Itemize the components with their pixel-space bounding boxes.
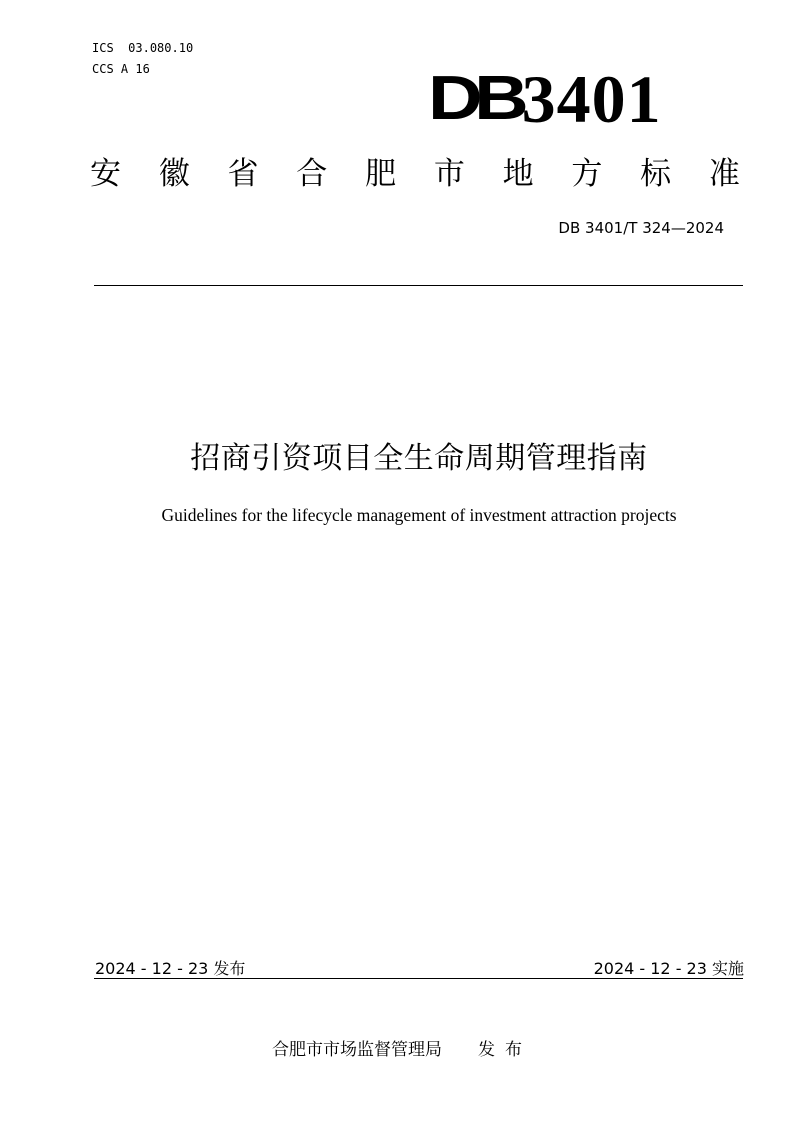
heading-char: 地: [502, 156, 534, 192]
ics-row: [92, 38, 193, 59]
publisher-org: 合肥市市场监督管理局: [272, 1040, 442, 1060]
heading-char: 市: [433, 156, 465, 192]
release-date: 2024 - 12 - 23 发布: [95, 959, 246, 978]
publisher-line: [272, 1035, 532, 1060]
heading-char: 合: [296, 156, 328, 192]
db-logo: [428, 61, 662, 137]
publish-action: 发布: [478, 1040, 532, 1060]
standard-type-heading: [90, 152, 740, 196]
document-title-english: Guidelines for the lifecycle management of investment attraction projects: [161, 505, 677, 525]
implementation-date: 2024 - 12 - 23 实施: [593, 959, 744, 978]
heading-char: 安: [90, 156, 121, 192]
document-title-chinese: 招商引资项目全生命周期管理指南: [190, 441, 648, 476]
heading-char: 肥: [365, 156, 397, 192]
classification-codes: [92, 38, 193, 80]
db-logo-number: 3401: [521, 61, 662, 137]
ics-code: 03.080.10: [128, 41, 194, 55]
heading-char: 方: [571, 156, 603, 192]
ccs-label: CCS: [92, 62, 114, 76]
heading-char: 准: [708, 156, 740, 192]
db-logo-prefix: DB: [428, 64, 521, 133]
heading-char: 省: [227, 156, 259, 192]
ics-label: ICS: [92, 41, 114, 55]
ccs-row: [92, 59, 193, 80]
standard-code: DB 3401/T 324—2024: [558, 219, 724, 237]
heading-char: 徽: [158, 156, 190, 192]
ccs-code: A 16: [120, 62, 150, 76]
heading-char: 标: [640, 156, 672, 192]
top-divider: [94, 285, 743, 286]
bottom-divider: [94, 978, 743, 979]
